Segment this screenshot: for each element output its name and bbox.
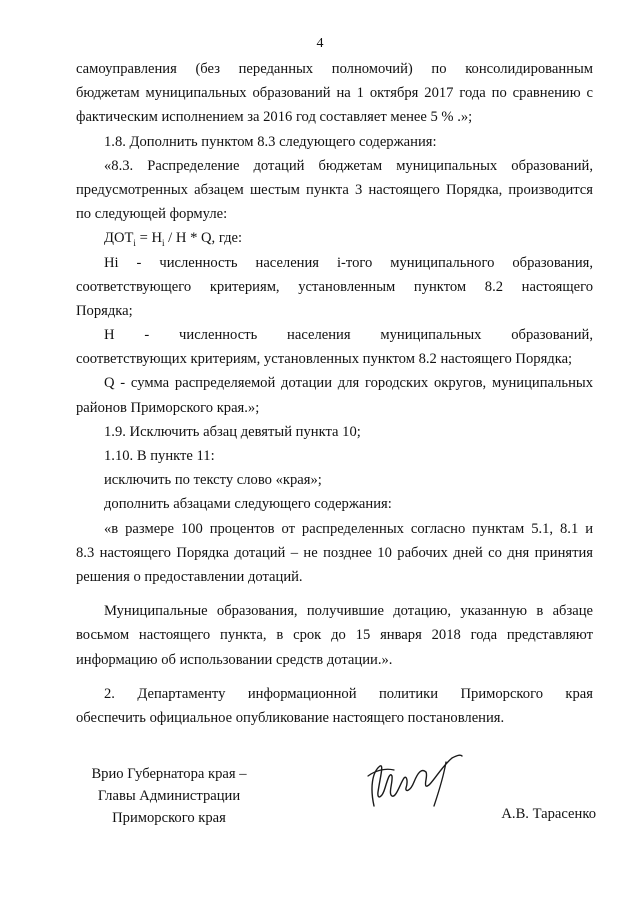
text-line: восьмом настоящего пункта, в срок до 15 января 2018 года представляют: [76, 627, 593, 644]
paragraph-1-9: 1.9. Исключить абзац девятый пункта 10;: [104, 423, 361, 440]
definition-hi: Hi - численность населения i-того муниципального образования,: [104, 254, 593, 271]
signatory-title-line: Главы Администрации: [97, 788, 241, 804]
document-body: [76, 57, 593, 730]
text-line: предусмотренных абзацем шестым пункта 3 настоящего Порядка, производится: [76, 181, 593, 198]
signatory-title-line: Врио Губернатора края –: [91, 766, 247, 782]
formula-eq: = H: [135, 230, 163, 247]
formula-h-sub: i: [162, 238, 165, 249]
text-line: 8.3 настоящего Порядка дотаций – не позднее 10 рабочих дней со дня принятия: [76, 544, 593, 561]
text-line: решения о предоставлении дотаций.: [76, 568, 303, 585]
text-line: Муниципальные образования, получившие дотацию, указанную в абзаце: [104, 603, 593, 620]
text-line: соответствующего критериям, установленным пунктом 8.2 настоящего: [76, 278, 593, 295]
text-line: районов Приморского края.»;: [76, 399, 260, 416]
formula-rhs: / H * Q, где:: [164, 230, 243, 247]
text-line: по следующей формуле:: [76, 206, 228, 223]
text-line: соответствующих критериям, установленных пунктом 8.2 настоящего Порядка;: [76, 351, 573, 368]
text-line: фактическим исполнением за 2016 год составляет менее 5 % .»;: [76, 109, 473, 126]
text-line: дополнить абзацами следующего содержания:: [104, 496, 392, 513]
page-number: 4: [316, 36, 324, 51]
signatory-name: А.В. Тарасенко: [501, 806, 596, 822]
handwritten-signature: [360, 748, 470, 818]
text-line: Порядка;: [76, 302, 133, 319]
formula: [76, 226, 593, 250]
text-line: информацию об использовании средств дотации.».: [76, 651, 393, 668]
paragraph-2: 2. Департаменту информационной политики Приморского края: [104, 685, 593, 702]
text-line: «в размере 100 процентов от распределенных согласно пунктам 5.1, 8.1 и: [104, 520, 593, 537]
signatory-title-line: Приморского края: [112, 810, 226, 826]
text-line: бюджетам муниципальных образований на 1 октября 2017 года по сравнению с: [76, 85, 593, 102]
text-line: исключить по тексту слово «края»;: [104, 472, 322, 489]
definition-h: H - численность населения муниципальных образований,: [104, 327, 593, 344]
definition-q: Q - сумма распределяемой дотации для городских округов, муниципальных: [104, 375, 593, 392]
formula-lhs-sub: i: [133, 238, 136, 249]
paragraph-1-10: 1.10. В пункте 11:: [104, 448, 215, 464]
text-line: обеспечить официальное опубликование настоящего постановления.: [76, 709, 505, 726]
signatory-title: [74, 763, 264, 829]
formula-lhs: ДОТ: [104, 230, 134, 247]
text-line: самоуправления (без переданных полномочий) по консолидированным: [76, 61, 593, 77]
paragraph-1-8: 1.8. Дополнить пунктом 8.3 следующего содержания:: [104, 133, 437, 150]
paragraph-8-3: «8.3. Распределение дотаций бюджетам муниципальных образований,: [104, 157, 593, 174]
